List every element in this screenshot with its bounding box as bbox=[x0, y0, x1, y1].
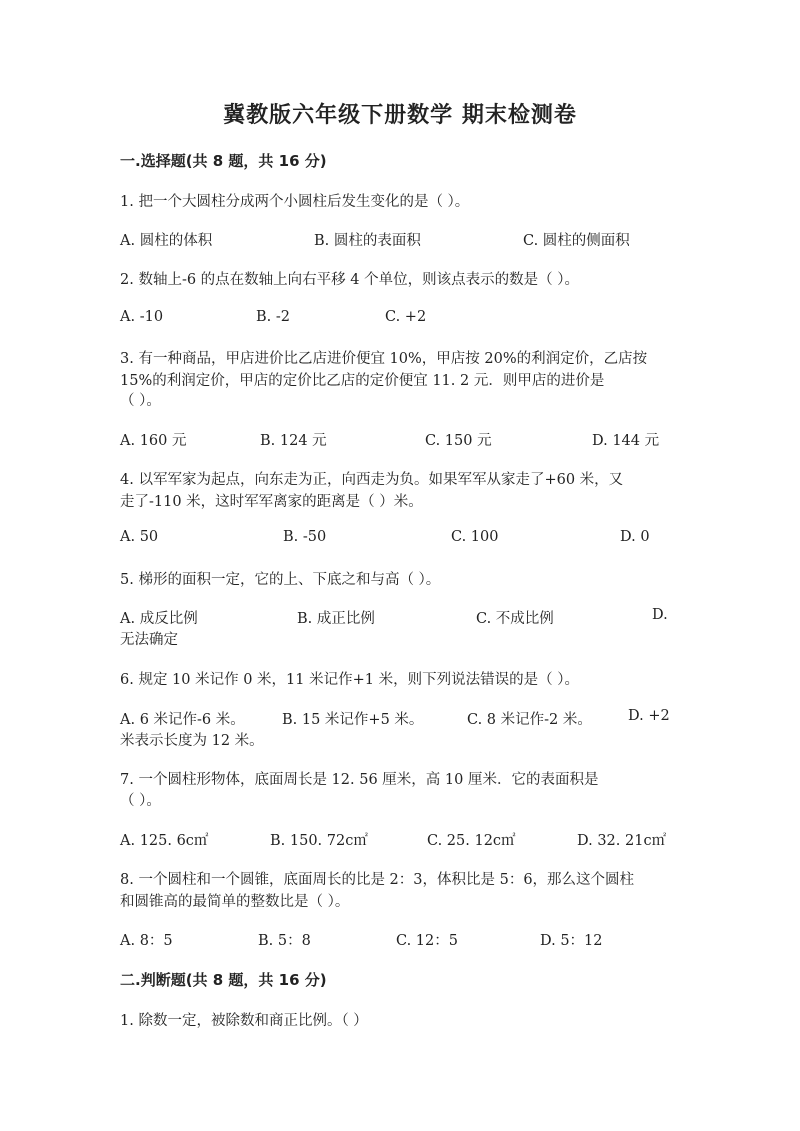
question-6-option-c: C. 8 米记作-2 米。 bbox=[467, 712, 592, 728]
question-4-option-a: A. 50 bbox=[120, 529, 159, 545]
question-3-text-line-2: 15%的利润定价，甲店的定价比乙店的定价便宜 11. 2 元．则甲店的进价是 bbox=[120, 373, 605, 389]
question-2-option-a: A. -10 bbox=[120, 309, 164, 325]
question-3-option-d: D. 144 元 bbox=[592, 433, 660, 449]
question-3-text-line-1: 3. 有一种商品，甲店进价比乙店进价便宜 10%，甲店按 20%的利润定价，乙店按 bbox=[120, 351, 648, 367]
question-3-option-a: A. 160 元 bbox=[120, 433, 187, 449]
question-6-option-d-wrap: 米表示长度为 12 米。 bbox=[120, 733, 264, 749]
question-3-option-c: C. 150 元 bbox=[425, 433, 492, 449]
question-4-text-line-2: 走了-110 米，这时军军离家的距离是（ ）米。 bbox=[120, 494, 423, 510]
question-6-option-a: A. 6 米记作-6 米。 bbox=[120, 712, 245, 728]
section-heading-judgement: 二.判断题(共 8 题，共 16 分) bbox=[120, 971, 327, 989]
question-5-option-a: A. 成反比例 bbox=[120, 611, 198, 627]
question-8-text-line-1: 8. 一个圆柱和一个圆锥，底面周长的比是 2：3，体积比是 5：6，那么这个圆柱 bbox=[120, 872, 635, 888]
question-1-option-c: C. 圆柱的侧面积 bbox=[523, 233, 630, 249]
question-6-text: 6. 规定 10 米记作 0 米，11 米记作+1 米，则下列说法错误的是（ ）。 bbox=[120, 672, 579, 688]
question-7-option-d: D. 32. 21c㎡ bbox=[577, 833, 667, 849]
page-title: 冀教版六年级下册数学 期末检测卷 bbox=[223, 103, 577, 128]
question-6-option-d: D. +2 bbox=[628, 708, 670, 724]
question-8-option-a: A. 8：5 bbox=[120, 933, 173, 949]
question-5-option-d-wrap: 无法确定 bbox=[120, 632, 178, 648]
question-2-option-b: B. -2 bbox=[256, 309, 290, 325]
question-5-option-d: D. bbox=[652, 607, 668, 623]
question-7-text-line-1: 7. 一个圆柱形物体，底面周长是 12. 56 厘米，高 10 厘米．它的表面积是 bbox=[120, 772, 599, 788]
question-4-option-d: D. 0 bbox=[620, 529, 650, 545]
judgement-question-1-text: 1. 除数一定，被除数和商正比例。（ ） bbox=[120, 1013, 368, 1029]
question-1-option-b: B. 圆柱的表面积 bbox=[314, 233, 421, 249]
question-8-option-d: D. 5：12 bbox=[540, 933, 603, 949]
question-4-text-line-1: 4. 以军军家为起点，向东走为正，向西走为负。如果军军从家走了+60 米，又 bbox=[120, 472, 624, 488]
question-5-option-c: C. 不成比例 bbox=[476, 611, 554, 627]
question-8-option-b: B. 5：8 bbox=[258, 933, 311, 949]
question-3-text-line-3: （ ）。 bbox=[120, 393, 161, 409]
question-6-option-b: B. 15 米记作+5 米。 bbox=[282, 712, 424, 728]
question-4-option-c: C. 100 bbox=[451, 529, 499, 545]
section-heading-choice: 一.选择题(共 8 题，共 16 分) bbox=[120, 152, 327, 170]
question-7-option-b: B. 150. 72c㎡ bbox=[270, 833, 368, 849]
question-7-text-line-2: （ ）。 bbox=[120, 793, 161, 809]
question-8-text-line-2: 和圆锥高的最简单的整数比是（ ）。 bbox=[120, 894, 350, 910]
question-2-text: 2. 数轴上-6 的点在数轴上向右平移 4 个单位，则该点表示的数是（ ）。 bbox=[120, 272, 579, 288]
question-4-option-b: B. -50 bbox=[283, 529, 327, 545]
question-7-option-a: A. 125. 6c㎡ bbox=[120, 833, 209, 849]
question-7-option-c: C. 25. 12c㎡ bbox=[427, 833, 516, 849]
question-1-option-a: A. 圆柱的体积 bbox=[120, 233, 213, 249]
question-5-text: 5. 梯形的面积一定，它的上、下底之和与高（ ）。 bbox=[120, 572, 441, 588]
question-3-option-b: B. 124 元 bbox=[260, 433, 327, 449]
question-5-option-b: B. 成正比例 bbox=[297, 611, 375, 627]
question-8-option-c: C. 12：5 bbox=[396, 933, 458, 949]
question-1-text: 1. 把一个大圆柱分成两个小圆柱后发生变化的是（ ）。 bbox=[120, 194, 470, 210]
question-2-option-c: C. +2 bbox=[385, 309, 427, 325]
